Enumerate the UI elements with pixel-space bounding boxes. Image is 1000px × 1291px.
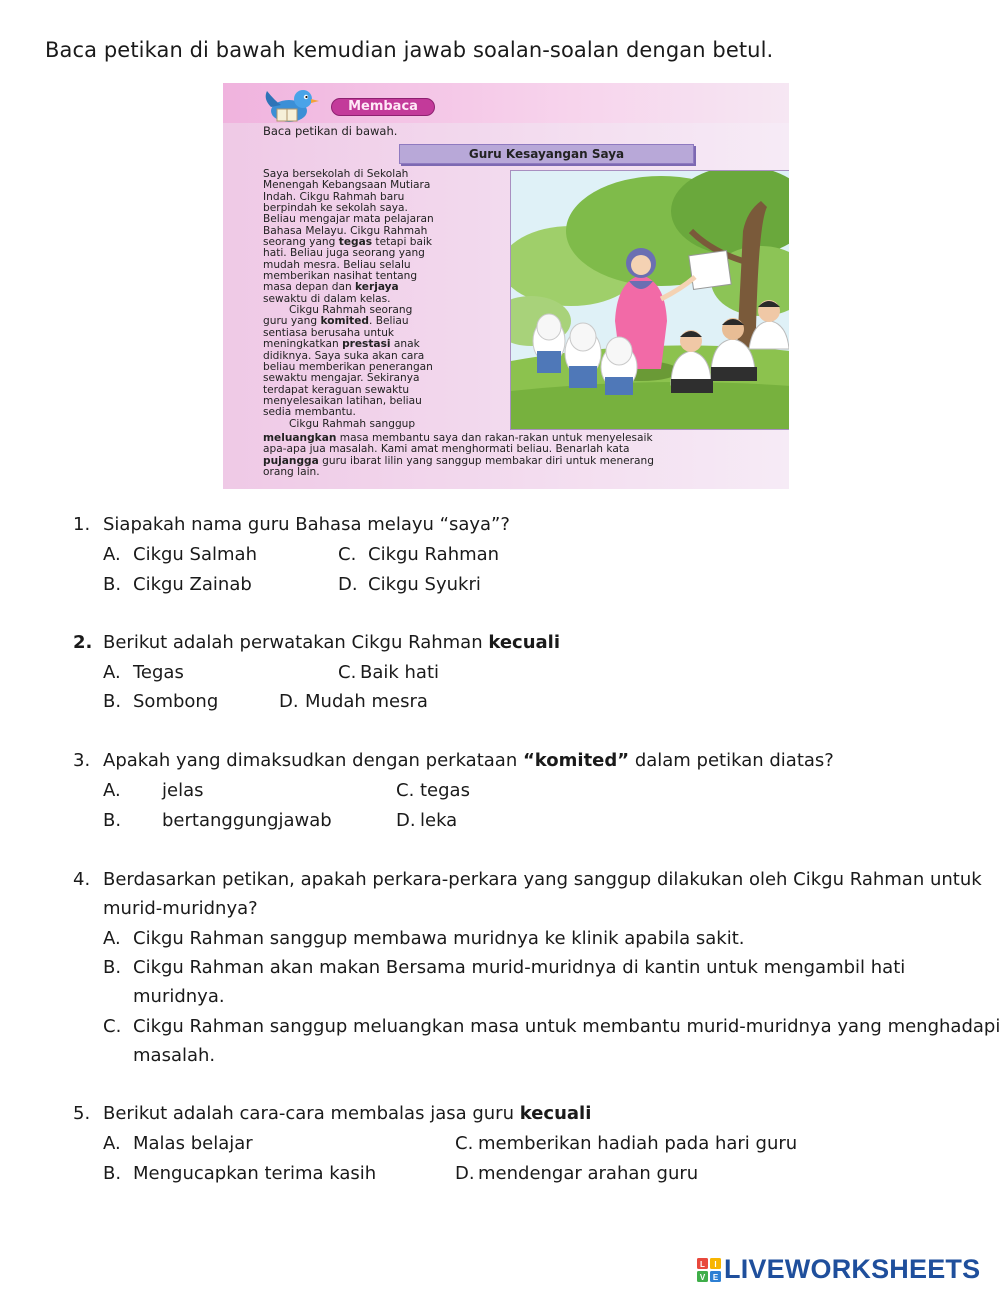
membaca-badge: Membaca	[331, 98, 435, 116]
option-letter: C.	[103, 1016, 122, 1037]
passage-line: pujangga guru ibarat lilin yang sanggup membakar diri untuk menerang	[263, 454, 654, 467]
bold-keyword: komited	[320, 315, 369, 328]
question-number: 4.	[73, 869, 91, 890]
option-text[interactable]: tegas	[420, 780, 470, 801]
passage-line: sentiasa berusaha untuk	[263, 326, 395, 339]
option-text[interactable]: Mudah mesra	[305, 691, 428, 712]
option-text[interactable]: leka	[420, 810, 458, 831]
option-letter: A.	[103, 544, 121, 565]
passage-line: Indah. Cikgu Rahmah baru	[263, 190, 405, 203]
option-letter: B.	[103, 957, 122, 978]
option-letter: B.	[103, 810, 122, 831]
passage-line: beliau memberikan penerangan	[263, 360, 433, 373]
option-text[interactable]: Malas belajar	[133, 1133, 253, 1154]
svg-text:L: L	[700, 1260, 705, 1269]
passage-line: mudah mesra. Beliau selalu	[263, 258, 411, 271]
passage-text-continued	[263, 433, 789, 478]
question-text: Berikut adalah cara-cara membalas jasa guru kecuali	[103, 1103, 592, 1124]
passage-line: Bahasa Melayu. Cikgu Rahmah	[263, 224, 428, 237]
passage-line: orang lain.	[263, 466, 320, 479]
passage-text	[263, 169, 511, 430]
logo-grid-icon	[697, 1258, 721, 1282]
option-letter: C.	[338, 662, 357, 683]
option-text[interactable]: Sombong	[133, 691, 219, 712]
passage-line: didiknya. Saya suka akan cara	[263, 349, 425, 362]
question-text: Siapakah nama guru Bahasa melayu “saya”?	[103, 514, 510, 535]
passage-line: masa depan dan kerjaya	[263, 281, 399, 294]
classroom-illustration	[510, 170, 789, 430]
bold-keyword: meluangkan	[263, 432, 337, 444]
option-text[interactable]: Cikgu Rahman akan makan Bersama murid-muridnya di kantin untuk mengambil hati	[133, 957, 906, 978]
bold-keyword: tegas	[338, 236, 373, 249]
passage-line: Menengah Kebangsaan Mutiara	[263, 179, 431, 192]
passage-line: sedia membantu.	[263, 406, 356, 419]
passage-line: apa-apa jua masalah. Kami amat menghormati beliau. Benarlah kata	[263, 443, 630, 456]
passage-line: meningkatkan prestasi anak	[263, 338, 420, 351]
option-text[interactable]: Baik hati	[360, 662, 440, 683]
option-letter: C.	[396, 780, 415, 801]
question-number: 2.	[73, 632, 93, 653]
bold-keyword: prestasi	[342, 338, 391, 351]
option-letter: D.	[455, 1163, 475, 1184]
passage-line: sewaktu mengajar. Sekiranya	[263, 372, 420, 385]
bold-keyword: kerjaya	[355, 281, 399, 294]
option-text[interactable]: masalah.	[133, 1045, 216, 1066]
card-subtitle: Baca petikan di bawah.	[263, 124, 398, 138]
option-letter: A.	[103, 780, 121, 801]
passage-line: menyelesaikan latihan, beliau	[263, 394, 422, 407]
reading-passage-card	[223, 83, 789, 489]
option-letter: A.	[103, 928, 121, 949]
option-letter: A.	[103, 1133, 121, 1154]
option-text[interactable]: jelas	[162, 780, 204, 801]
option-text[interactable]: Cikgu Rahman sanggup meluangkan masa untuk membantu murid-muridnya yang menghadapi	[133, 1016, 1000, 1037]
passage-line: memberikan nasihat tentang	[263, 270, 418, 283]
option-text[interactable]: mendengar arahan guru	[478, 1163, 699, 1184]
bird-mascot-icon	[259, 85, 323, 125]
option-letter: B.	[103, 691, 122, 712]
question-text: Berdasarkan petikan, apakah perkara-perkara yang sanggup dilakukan oleh Cikgu Rahman untuk	[103, 869, 982, 890]
question-number: 5.	[73, 1103, 91, 1124]
svg-text:V: V	[699, 1273, 706, 1282]
option-text[interactable]: muridnya.	[133, 986, 225, 1007]
passage-line: Cikgu Rahmah sanggup	[289, 417, 416, 430]
option-text[interactable]: memberikan hadiah pada hari guru	[478, 1133, 798, 1154]
option-letter: A.	[103, 662, 121, 683]
option-letter: D.	[396, 810, 416, 831]
passage-line: terdapat keraguan sewaktu	[263, 383, 410, 396]
question-number: 1.	[73, 514, 91, 535]
passage-line: Cikgu Rahmah seorang	[289, 304, 413, 317]
passage-line: Beliau mengajar mata pelajaran	[263, 213, 434, 226]
option-letter: D.	[279, 691, 299, 712]
passage-line: guru yang komited. Beliau	[263, 315, 409, 328]
question-text: Berikut adalah perwatakan Cikgu Rahman kecuali	[103, 632, 561, 653]
svg-text:I: I	[714, 1260, 717, 1269]
bold-keyword: kecuali	[519, 1103, 592, 1124]
option-text[interactable]: Cikgu Rahman	[368, 544, 500, 565]
option-text[interactable]: Tegas	[133, 662, 184, 683]
option-letter: C.	[338, 544, 357, 565]
option-letter: B.	[103, 1163, 122, 1184]
passage-line: berpindah ke sekolah saya.	[263, 202, 408, 215]
bold-keyword: pujangga	[263, 454, 319, 467]
story-title: Guru Kesayangan Saya	[399, 144, 694, 164]
passage-line: sewaktu di dalam kelas.	[263, 292, 391, 305]
option-letter: D.	[338, 574, 358, 595]
option-text[interactable]: Mengucapkan terima kasih	[133, 1163, 377, 1184]
bold-keyword: kecuali	[488, 632, 561, 653]
option-text[interactable]: bertanggungjawab	[162, 810, 332, 831]
option-text[interactable]: Cikgu Salmah	[133, 544, 257, 565]
option-text[interactable]: Cikgu Zainab	[133, 574, 252, 595]
svg-text:E: E	[712, 1273, 719, 1282]
option-text[interactable]: Cikgu Rahman sanggup membawa muridnya ke klinik apabila sakit.	[133, 928, 745, 949]
question-text: Apakah yang dimaksudkan dengan perkataan “komited” dalam petikan diatas?	[103, 750, 834, 771]
passage-line: hati. Beliau juga seorang yang	[263, 247, 425, 260]
logo-text: LIVEWORKSHEETS	[724, 1254, 981, 1284]
instruction-text: Baca petikan di bawah kemudian jawab soalan-soalan dengan betul.	[45, 38, 774, 62]
option-letter: C.	[455, 1133, 474, 1154]
question-number: 3.	[73, 750, 91, 771]
bold-keyword: “komited”	[522, 750, 630, 771]
option-text[interactable]: Cikgu Syukri	[368, 574, 481, 595]
option-letter: B.	[103, 574, 122, 595]
passage-line: Saya bersekolah di Sekolah	[263, 168, 409, 180]
passage-line: seorang yang tegas tetapi baik	[263, 236, 433, 249]
question-text: murid-muridnya?	[103, 898, 258, 919]
passage-line: meluangkan masa membantu saya dan rakan-rakan untuk menyelesaik	[263, 432, 653, 444]
